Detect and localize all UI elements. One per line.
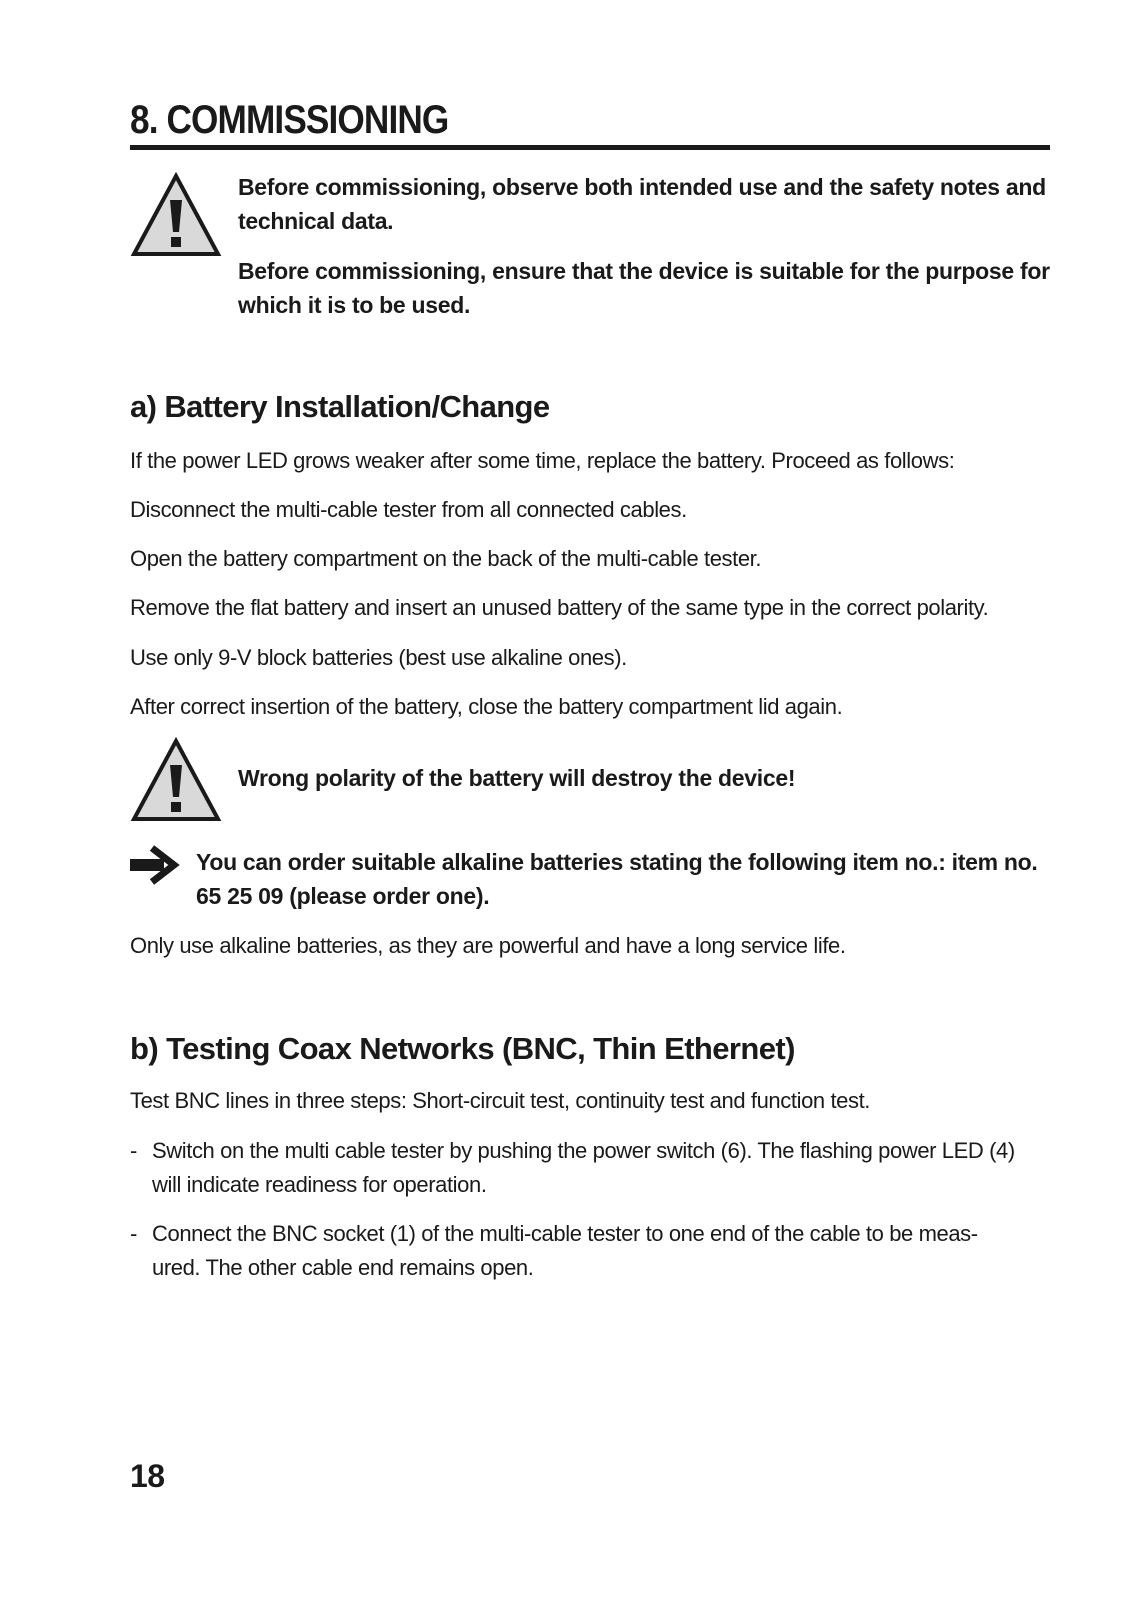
title-rule bbox=[130, 145, 1050, 150]
list-item-line: Switch on the multi cable tester by pushing the power switch (6). The flashing power LED (4) bbox=[152, 1138, 1015, 1163]
polarity-warning: Wrong polarity of the battery will destroy the device! bbox=[238, 765, 796, 791]
manual-page bbox=[130, 0, 1050, 1600]
battery-heading: a) Battery Installation/Change bbox=[130, 389, 550, 424]
coax-heading: b) Testing Coax Networks (BNC, Thin Ethernet) bbox=[130, 1031, 795, 1066]
list-item bbox=[130, 1134, 1050, 1202]
battery-paragraph: Remove the flat battery and insert an unused battery of the same type in the correct polarity. bbox=[130, 595, 989, 620]
coax-intro: Test BNC lines in three steps: Short-circuit test, continuity test and function test. bbox=[130, 1088, 871, 1113]
battery-paragraph: After correct insertion of the battery, close the battery compartment lid again. bbox=[130, 694, 843, 719]
battery-paragraph: Open the battery compartment on the back of the multi-cable tester. bbox=[130, 546, 762, 571]
list-item bbox=[130, 1217, 1050, 1285]
list-item-line: Connect the BNC socket (1) of the multi-cable tester to one end of the cable to be meas- bbox=[152, 1221, 978, 1246]
battery-paragraph: Use only 9-V block batteries (best use alkaline ones). bbox=[130, 645, 627, 670]
battery-paragraph: If the power LED grows weaker after some time, replace the battery. Proceed as follows: bbox=[130, 448, 955, 473]
battery-order-tip: You can order suitable alkaline batteries stating the following item no.: item no. 65 25 09 (please order one). bbox=[196, 849, 1038, 909]
warning-triangle-icon bbox=[130, 172, 222, 258]
list-item-line: will indicate readiness for operation. bbox=[152, 1172, 487, 1197]
battery-paragraph: Disconnect the multi-cable tester from all connected cables. bbox=[130, 497, 687, 522]
section-title: 8. COMMISSIONING bbox=[130, 98, 449, 142]
warning-triangle-icon bbox=[130, 737, 222, 823]
arrow-right-icon bbox=[130, 845, 180, 885]
list-marker: - bbox=[130, 1138, 137, 1163]
battery-closing-note: Only use alkaline batteries, as they are powerful and have a long service life. bbox=[130, 933, 846, 958]
page-number: 18 bbox=[130, 1458, 165, 1494]
list-item-line: ured. The other cable end remains open. bbox=[152, 1255, 534, 1280]
list-marker: - bbox=[130, 1221, 137, 1246]
intro-warning-note-2: Before commissioning, ensure that the device is suitable for the purpose for which it is to be used. bbox=[238, 258, 1050, 318]
intro-warning-note-1: Before commissioning, observe both intended use and the safety notes and technical data. bbox=[238, 174, 1046, 234]
